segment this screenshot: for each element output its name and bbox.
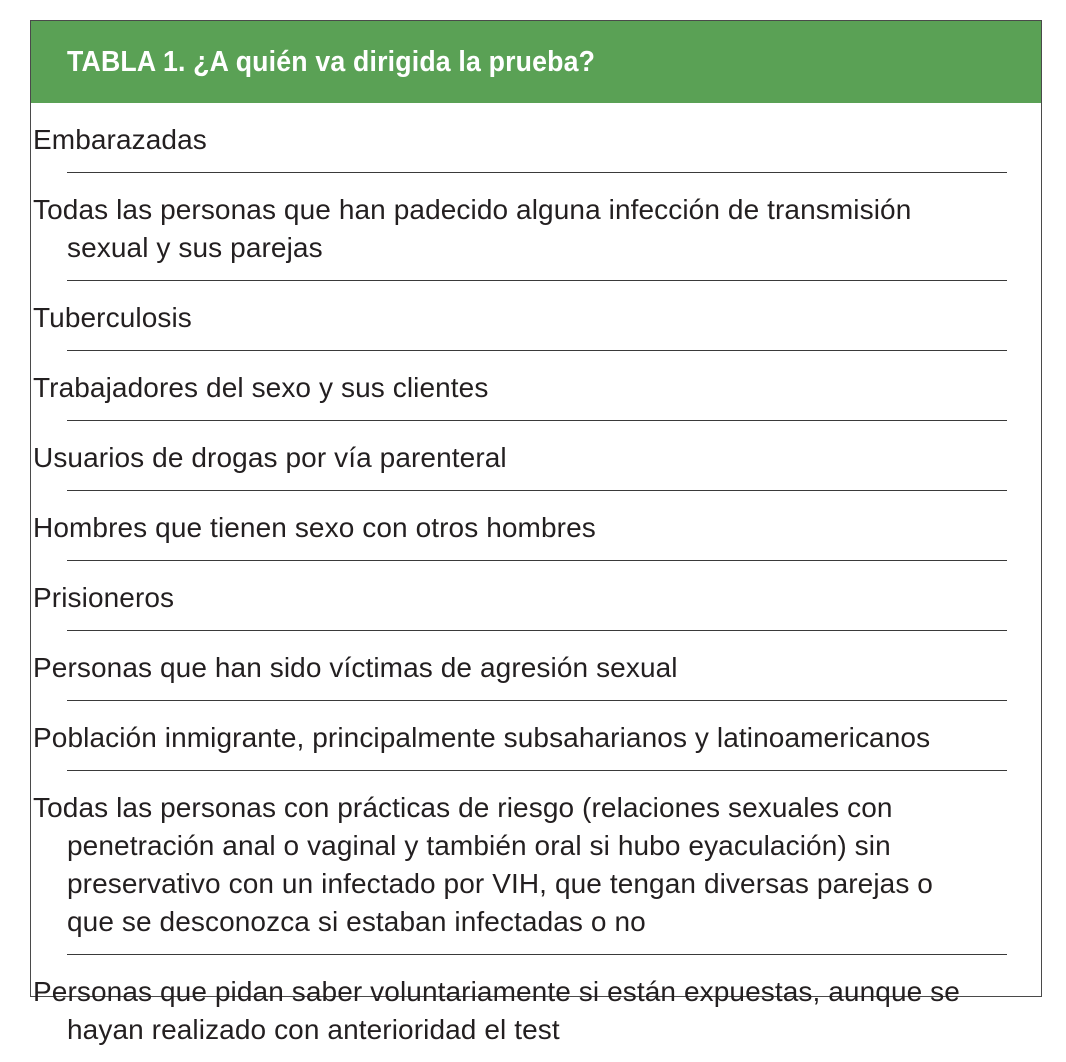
row-text: Población inmigrante, principalmente subsaharianos y latinoamericanos	[33, 722, 931, 753]
row-text: Prisioneros	[33, 582, 175, 613]
row-text: Tuberculosis	[33, 302, 192, 333]
table-title: TABLA 1. ¿A quién va dirigida la prueba?	[67, 45, 596, 78]
table-row	[33, 955, 1007, 1062]
row-text: Embarazadas	[33, 124, 207, 155]
table-1	[30, 20, 1042, 1045]
table-row	[33, 491, 1007, 561]
table-rows	[33, 103, 1007, 1062]
table-row	[33, 631, 1007, 701]
row-text: Hombres que tienen sexo con otros hombres	[33, 512, 596, 543]
row-text: Todas las personas con prácticas de riesgo (relaciones sexuales con penetración anal o vaginal y también oral si hubo eyaculación) sin preservativo con un infectado por VIH, que tengan diversas parejas o que se desconozca si estaban infectadas o no	[33, 792, 933, 937]
table-row	[33, 701, 1007, 771]
row-text: Personas que han sido víctimas de agresión sexual	[33, 652, 678, 683]
row-text: Todas las personas que han padecido alguna infección de transmisión sexual y sus parejas	[33, 194, 912, 263]
table-row	[33, 281, 1007, 351]
table-row	[33, 103, 1007, 173]
table-row	[33, 351, 1007, 421]
row-text: Usuarios de drogas por vía parenteral	[33, 442, 507, 473]
table-row	[33, 421, 1007, 491]
table-row	[33, 771, 1007, 955]
table-row	[33, 561, 1007, 631]
table-header	[31, 21, 1041, 103]
table-row	[33, 173, 1007, 281]
row-text: Personas que pidan saber voluntariamente si están expuestas, aunque se hayan realizado con anterioridad el test	[33, 976, 960, 1045]
row-text: Trabajadores del sexo y sus clientes	[33, 372, 489, 403]
